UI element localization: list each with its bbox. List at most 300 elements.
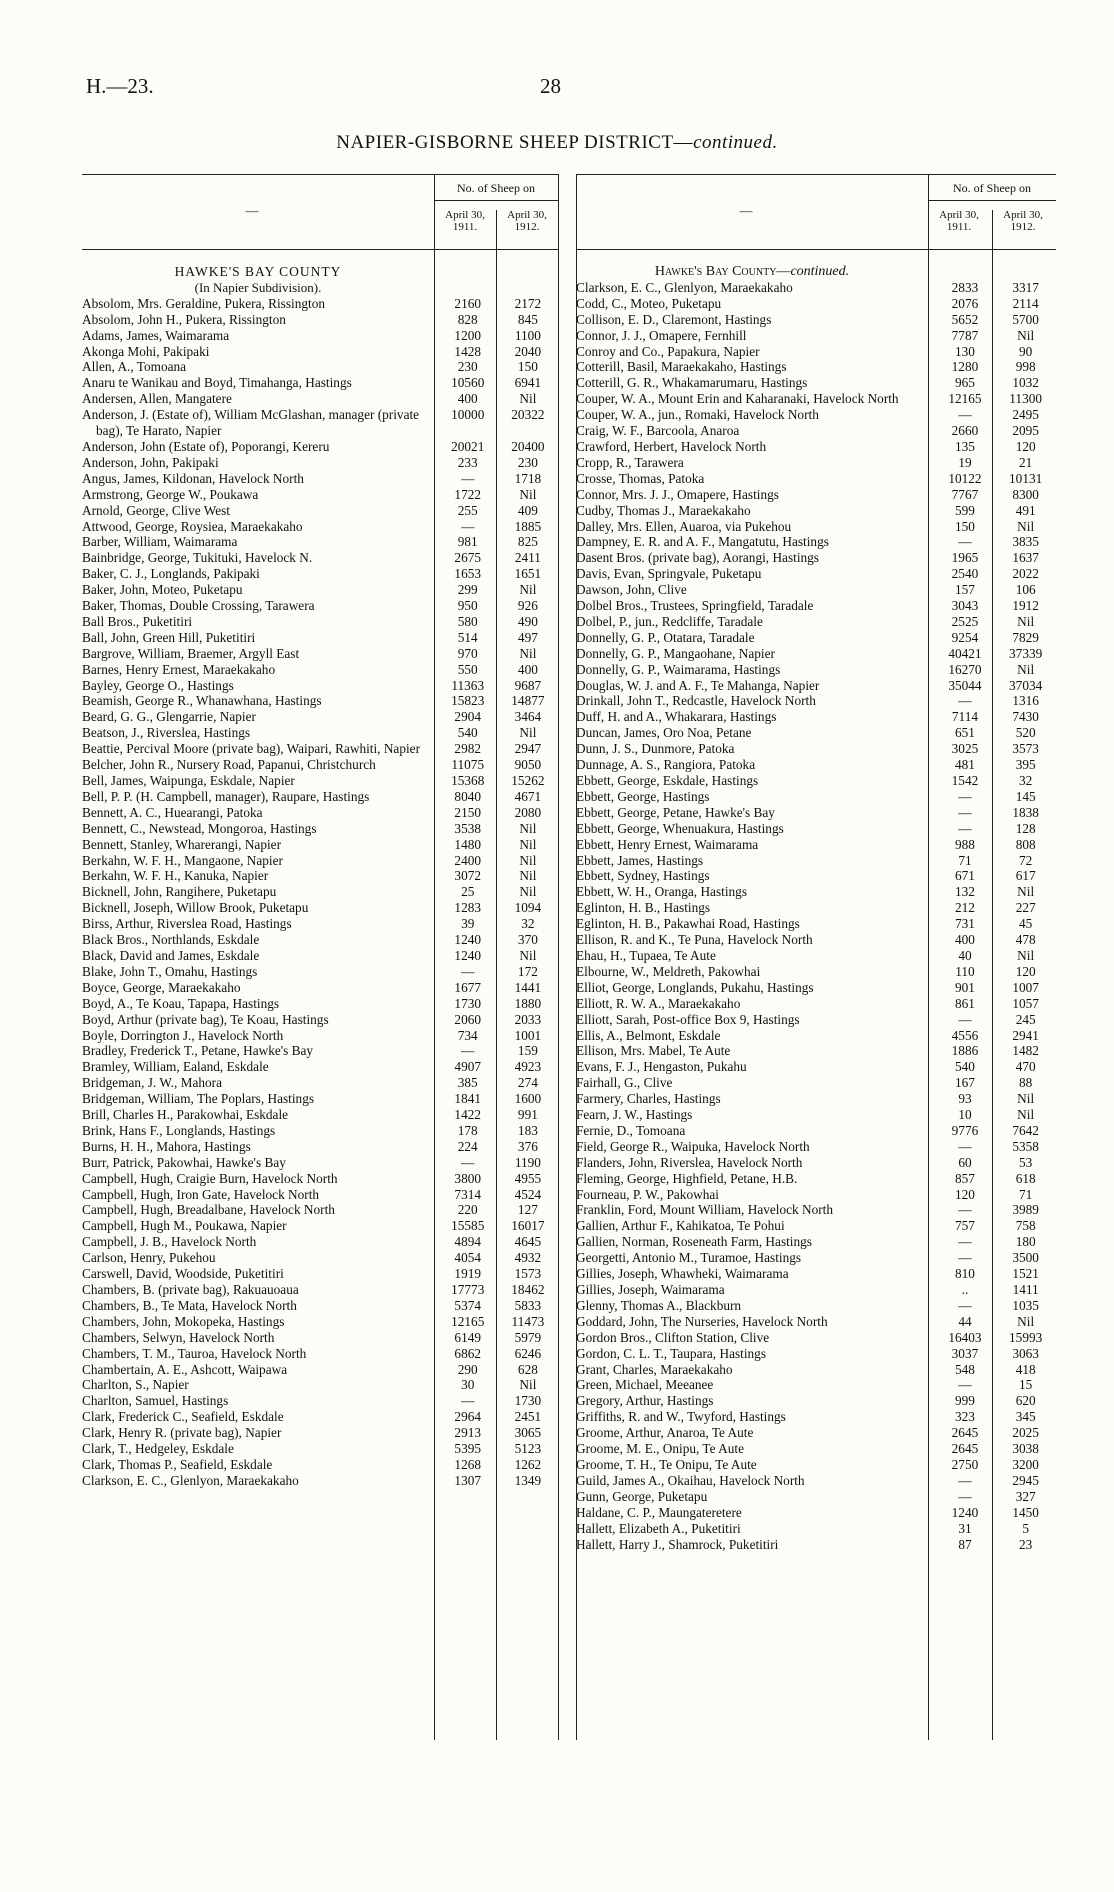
sheep-1912: Nil <box>519 852 537 868</box>
table-row <box>576 280 1056 296</box>
owner-name: Brink, Hans F., Longlands, Hastings <box>82 1122 276 1138</box>
table-row <box>576 1187 1056 1203</box>
sheep-1912: Nil <box>519 1377 537 1393</box>
table-row <box>82 1298 558 1314</box>
table-row <box>576 789 1056 805</box>
owner-name: Beamish, George R., Whanawhana, Hastings <box>82 693 322 709</box>
table-row <box>82 328 558 344</box>
header-group: No. of Sheep on <box>457 181 535 195</box>
owner-name: Clark, T., Hedgeley, Eskdale <box>82 1441 234 1457</box>
sheep-1911: 150 <box>954 518 975 534</box>
owner-name: Hallett, Elizabeth A., Puketitiri <box>576 1520 741 1536</box>
sheep-1911: 40421 <box>948 645 982 661</box>
owner-name: Elliott, Sarah, Post-office Box 9, Hastings <box>576 1011 800 1027</box>
table-row <box>82 1330 558 1346</box>
owner-name: Gordon, C. L. T., Taupara, Hastings <box>576 1345 766 1361</box>
sheep-1912: 5700 <box>1012 311 1039 327</box>
sheep-1911: 17773 <box>451 1282 485 1297</box>
sheep-1912: 1885 <box>514 518 542 534</box>
sheep-1912: 7642 <box>1012 1122 1039 1138</box>
table-row <box>82 1155 558 1171</box>
header-col2: April 30, 1912. <box>507 209 547 233</box>
table-row <box>82 693 558 709</box>
owner-name: Eglinton, H. B., Pakawhai Road, Hastings <box>576 916 800 932</box>
table-row <box>82 439 558 455</box>
owner-name: Franklin, Ford, Mount William, Havelock North <box>576 1202 834 1218</box>
table-row <box>82 359 558 375</box>
sheep-1911: 299 <box>457 582 478 598</box>
header-col1: April 30, 1911. <box>445 209 485 233</box>
sheep-1911: 10 <box>958 1107 972 1123</box>
sheep-1911: 1307 <box>454 1472 482 1488</box>
sheep-1911: 1480 <box>454 836 482 852</box>
owner-name: Douglas, W. J. and A. F., Te Mahanga, Napier <box>576 677 820 693</box>
sheep-1912: 1001 <box>514 1027 542 1043</box>
sheep-1911: 548 <box>954 1361 975 1377</box>
table-row <box>576 884 1056 900</box>
owner-name: Codd, C., Moteo, Puketapu <box>576 295 722 311</box>
table-row <box>82 1425 558 1441</box>
sheep-1912: 172 <box>517 963 538 979</box>
table-row <box>82 582 558 598</box>
owner-name: Beard, G. G., Glengarrie, Napier <box>82 709 256 725</box>
table-row <box>576 646 1056 662</box>
owner-name: Gillies, Joseph, Whawheki, Waimarama <box>576 1266 789 1282</box>
sheep-1912: 1057 <box>1012 995 1039 1011</box>
owner-name: Campbell, Hugh, Craigie Burn, Havelock North <box>82 1170 338 1186</box>
sheep-1912: 5979 <box>514 1329 542 1345</box>
owner-name: Dolbel Bros., Trustees, Springfield, Taradale <box>576 598 814 614</box>
table-row <box>82 1139 558 1155</box>
sheep-1911: 93 <box>958 1091 972 1107</box>
table-row <box>82 964 558 980</box>
table-row <box>576 741 1056 757</box>
sheep-1911: 40 <box>958 947 972 963</box>
owner-name: Campbell, Hugh, Breadalbane, Havelock North <box>82 1202 335 1218</box>
sheep-1912: Nil <box>519 884 537 900</box>
table-row <box>576 1266 1056 1282</box>
owner-name: Bayley, George O., Hastings <box>82 677 234 693</box>
owner-name: Allen, A., Tomoana <box>82 359 187 375</box>
sheep-1912: 1718 <box>514 470 542 486</box>
sheep-1911: 15823 <box>451 693 485 709</box>
sheep-1912: 1035 <box>1012 1297 1039 1313</box>
owner-name: Baker, C. J., Longlands, Pakipaki <box>82 566 260 582</box>
sheep-1911: 1422 <box>454 1107 482 1123</box>
sheep-1912: 4645 <box>514 1234 542 1250</box>
table-row <box>576 1139 1056 1155</box>
sheep-1912: 478 <box>1015 932 1036 948</box>
sheep-1911: 400 <box>457 391 478 407</box>
header-col1: April 30, 1911. <box>939 209 979 233</box>
sheep-1912: 2095 <box>1012 423 1039 439</box>
table-row <box>82 916 558 932</box>
sheep-1912: 180 <box>1015 1234 1036 1250</box>
sheep-1911: 12165 <box>451 1313 485 1329</box>
right-rows <box>576 250 1056 1552</box>
owner-name: Flanders, John, Riverslea, Havelock North <box>576 1154 803 1170</box>
sheep-1911: 651 <box>954 725 975 741</box>
sheep-1911: — <box>958 788 972 804</box>
sheep-1912: 1316 <box>1012 693 1039 709</box>
left-column-header <box>82 174 558 250</box>
sheep-1912: 620 <box>1015 1393 1036 1409</box>
table-row <box>576 853 1056 869</box>
table-row <box>82 375 558 391</box>
sheep-1911: 550 <box>457 661 478 677</box>
sheep-1912: Nil <box>519 645 537 661</box>
table-row <box>82 662 558 678</box>
doc-reference: H.—23. <box>86 74 154 98</box>
sheep-1912: 14877 <box>511 693 545 709</box>
sheep-1911: 5395 <box>454 1441 482 1457</box>
sheep-1911: 1283 <box>454 900 482 916</box>
sheep-1911: 6149 <box>454 1329 482 1345</box>
owner-name: Burr, Patrick, Pakowhai, Hawke's Bay <box>82 1154 286 1170</box>
sheep-1911: 2060 <box>454 1011 482 1027</box>
sheep-1911: 3037 <box>951 1345 979 1361</box>
rule <box>992 210 993 1740</box>
table-row <box>576 932 1056 948</box>
table-row <box>82 1409 558 1425</box>
table-row <box>82 757 558 773</box>
page-number: 28 <box>540 74 561 98</box>
owner-name: Couper, W. A., jun., Romaki, Havelock North <box>576 407 819 423</box>
owner-name: Gillies, Joseph, Waimarama <box>576 1282 725 1297</box>
owner-name: Carswell, David, Woodside, Puketitiri <box>82 1266 284 1282</box>
owner-name: Ball Bros., Puketitiri <box>82 613 193 629</box>
sheep-1912: 3835 <box>1012 534 1039 550</box>
sheep-1911: 3800 <box>454 1170 482 1186</box>
sheep-1911: 3043 <box>951 598 979 614</box>
owner-name: Dunn, J. S., Dunmore, Patoka <box>576 741 735 757</box>
sheep-1912: 2411 <box>514 550 541 566</box>
sheep-1911: — <box>958 1202 972 1218</box>
sheep-1911: 2675 <box>454 550 482 566</box>
sheep-1911: 30 <box>461 1377 475 1393</box>
sheep-1912: 120 <box>1015 438 1036 454</box>
table-row <box>82 598 558 614</box>
owner-name: Baker, John, Moteo, Puketapu <box>82 582 243 598</box>
sheep-1912: 2945 <box>1012 1472 1039 1488</box>
owner-name: Burns, H. H., Mahora, Hastings <box>82 1138 251 1154</box>
table-row <box>82 455 558 471</box>
table-row <box>576 821 1056 837</box>
owner-name: Field, George R., Waipuka, Havelock North <box>576 1138 810 1154</box>
sheep-1911: 810 <box>954 1266 975 1282</box>
sheep-1911: 35044 <box>948 677 982 693</box>
owner-name: Ellison, Mrs. Mabel, Te Aute <box>576 1043 731 1059</box>
sheep-1911: 16270 <box>948 661 982 677</box>
owner-name: Ebbett, James, Hastings <box>576 852 704 868</box>
sheep-1912: 3989 <box>1012 1202 1039 1218</box>
table-row <box>82 550 558 566</box>
sheep-1912: 3063 <box>1012 1345 1039 1361</box>
sheep-1912: 1521 <box>1012 1266 1039 1282</box>
owner-name: Georgetti, Antonio M., Turamoe, Hastings <box>576 1250 802 1266</box>
table-row <box>82 1059 558 1075</box>
sheep-1912: 1880 <box>514 995 542 1011</box>
sheep-1911: 20021 <box>451 438 485 454</box>
owner-name: Anderson, John (Estate of), Poporangi, Kereru <box>82 438 330 454</box>
table-row <box>576 1171 1056 1187</box>
table-row <box>576 359 1056 375</box>
sheep-1911: — <box>461 518 475 534</box>
sheep-1912: 4932 <box>514 1250 542 1266</box>
sheep-1912: 520 <box>1015 725 1036 741</box>
sheep-1912: 1411 <box>1012 1282 1039 1297</box>
owner-name: Blake, John T., Omahu, Hastings <box>82 963 258 979</box>
owner-name: Cotterill, Basil, Maraekakaho, Hastings <box>576 359 787 375</box>
sheep-1911: 12165 <box>948 391 982 407</box>
table-row <box>82 1250 558 1266</box>
table-row <box>576 725 1056 741</box>
owner-name: Ebbett, George, Eskdale, Hastings <box>576 773 759 788</box>
owner-name: Boyd, Arthur (private bag), Te Koau, Hastings <box>82 1011 329 1027</box>
owner-name: Dasent Bros. (private bag), Aorangi, Hastings <box>576 550 819 566</box>
sheep-1911: 224 <box>457 1138 478 1154</box>
owner-name: Drinkall, John T., Redcastle, Havelock North <box>576 693 816 709</box>
sheep-1912: 497 <box>517 629 538 645</box>
sheep-1911: 71 <box>958 852 972 868</box>
table-row <box>576 534 1056 550</box>
sheep-1912: 127 <box>517 1202 538 1218</box>
table-row <box>82 1393 558 1409</box>
owner-name: Dalley, Mrs. Ellen, Auaroa, via Pukehou <box>576 518 792 534</box>
sheep-1912: 327 <box>1015 1488 1036 1504</box>
owner-name: Clarkson, E. C., Glenlyon, Maraekakaho <box>82 1472 299 1488</box>
table-row <box>576 630 1056 646</box>
owner-name: Fearn, J. W., Hastings <box>576 1107 693 1123</box>
table-row <box>576 1043 1056 1059</box>
sheep-1912: 2495 <box>1012 407 1039 423</box>
owner-name: Cudby, Thomas J., Maraekakaho <box>576 502 751 518</box>
owner-name: Gunn, George, Puketapu <box>576 1488 708 1504</box>
table-row <box>82 1346 558 1362</box>
owner-name: Groome, M. E., Onipu, Te Aute <box>576 1441 744 1457</box>
sheep-1911: 3072 <box>454 868 482 884</box>
owner-name: Donnelly, G. P., Otatara, Taradale <box>576 629 755 645</box>
owner-name: Black Bros., Northlands, Eskdale <box>82 932 260 948</box>
sheep-1912: 5833 <box>514 1297 542 1313</box>
sheep-1912: 71 <box>1019 1186 1033 1202</box>
owner-name: Glenny, Thomas A., Blackburn <box>576 1297 742 1313</box>
sheep-1912: 845 <box>517 311 538 327</box>
sheep-1912: 400 <box>517 661 538 677</box>
sheep-1912: 1450 <box>1012 1504 1039 1520</box>
table-row <box>576 1012 1056 1028</box>
table-row <box>82 1123 558 1139</box>
sheep-1911: 599 <box>954 502 975 518</box>
table-row <box>576 773 1056 789</box>
owner-name: Cotterill, G. R., Whakamarumaru, Hastings <box>576 375 808 391</box>
owner-name: Crosse, Thomas, Patoka <box>576 470 705 486</box>
sheep-1912: 2040 <box>514 343 542 359</box>
sheep-1912: 1349 <box>514 1472 542 1488</box>
sheep-1912: 2947 <box>514 741 542 757</box>
owner-name: Andersen, Allen, Mangatere <box>82 391 232 407</box>
sheep-1911: 135 <box>954 438 975 454</box>
sheep-1911: 3025 <box>951 741 979 757</box>
sheep-1912: 490 <box>517 613 538 629</box>
sheep-1911: 120 <box>954 1186 975 1202</box>
sheep-1912: Nil <box>1017 947 1035 963</box>
sheep-1911: 671 <box>954 868 975 884</box>
sheep-1912: 3038 <box>1012 1441 1039 1457</box>
sheep-1912: 37034 <box>1009 677 1043 693</box>
sheep-1912: Nil <box>1017 1091 1035 1107</box>
sheep-1911: 514 <box>457 629 478 645</box>
table-row <box>576 423 1056 439</box>
sheep-1911: 3538 <box>454 820 482 836</box>
table-row <box>576 1075 1056 1091</box>
owner-name: Chambertain, A. E., Ashcott, Waipawa <box>82 1361 288 1377</box>
table-row <box>82 725 558 741</box>
sheep-1911: 1240 <box>951 1504 979 1520</box>
table-row <box>576 1377 1056 1393</box>
sheep-1911: 4556 <box>951 1027 979 1043</box>
owner-name: Campbell, Hugh, Iron Gate, Havelock North <box>82 1186 320 1202</box>
table-row <box>576 391 1056 407</box>
owner-name: Crawford, Herbert, Havelock North <box>576 438 767 454</box>
sheep-1911: 999 <box>954 1393 975 1409</box>
table-row <box>82 1457 558 1473</box>
sheep-1911: 2525 <box>951 613 979 629</box>
table-row <box>82 837 558 853</box>
sheep-1912: 3317 <box>1012 279 1039 295</box>
table-row <box>576 1028 1056 1044</box>
table-row <box>576 328 1056 344</box>
table-row <box>576 1059 1056 1075</box>
sheep-1912: 4524 <box>514 1186 542 1202</box>
header-group: No. of Sheep on <box>953 181 1031 195</box>
table-row <box>576 439 1056 455</box>
sheep-1912: 32 <box>1019 773 1033 788</box>
sheep-1912: 409 <box>517 502 538 518</box>
owner-name: Bennett, C., Newstead, Mongoroa, Hastings <box>82 820 317 836</box>
sheep-1911: 970 <box>457 645 478 661</box>
sheep-1912: 2451 <box>514 1409 542 1425</box>
table-row <box>82 709 558 725</box>
owner-name: Ebbett, George, Whenuakura, Hastings <box>576 820 784 836</box>
table-row <box>82 614 558 630</box>
sheep-1911: 2982 <box>454 741 482 757</box>
sheep-1911: 212 <box>954 900 975 916</box>
sheep-1911: 1730 <box>454 995 482 1011</box>
owner-name: Bradley, Frederick T., Petane, Hawke's Bay <box>82 1043 314 1059</box>
sheep-1911: 10122 <box>948 470 982 486</box>
sheep-1911: 110 <box>955 963 975 979</box>
owner-name: Black, David and James, Eskdale <box>82 947 260 963</box>
sheep-1912: 5 <box>1022 1520 1029 1536</box>
title-main: NAPIER-GISBORNE SHEEP DISTRICT— <box>336 132 694 153</box>
right-column-header <box>576 174 1056 250</box>
sheep-1912: 72 <box>1019 852 1033 868</box>
sheep-1912: 370 <box>517 932 538 948</box>
sheep-1912: 1262 <box>514 1456 542 1472</box>
sheep-1911: 1722 <box>454 486 482 502</box>
sheep-1911: 11363 <box>451 677 485 693</box>
sheep-1911: 6862 <box>454 1345 482 1361</box>
owner-name: Campbell, J. B., Havelock North <box>82 1234 257 1250</box>
owner-name: Ebbett, George, Petane, Hawke's Bay <box>576 804 775 820</box>
table-row <box>576 471 1056 487</box>
sheep-1911: 1240 <box>454 947 482 963</box>
sheep-1911: — <box>958 1250 972 1266</box>
table-row <box>82 789 558 805</box>
table-row <box>576 1298 1056 1314</box>
sheep-1912: Nil <box>1017 1107 1035 1123</box>
sheep-1911: 385 <box>457 1075 478 1091</box>
sheep-1911: 130 <box>954 343 975 359</box>
owner-name: Farmery, Charles, Hastings <box>576 1091 721 1107</box>
sheep-1912: 1190 <box>514 1154 541 1170</box>
sheep-1912: 8300 <box>1012 486 1039 502</box>
table-row <box>576 1489 1056 1505</box>
sheep-1911: 1653 <box>454 566 482 582</box>
owner-name: Fleming, George, Highfield, Petane, H.B. <box>576 1170 798 1186</box>
table-row <box>576 1521 1056 1537</box>
sheep-1912: Nil <box>519 868 537 884</box>
sheep-1912: 1637 <box>1012 550 1039 566</box>
owner-name: Berkahn, W. F. H., Mangaone, Napier <box>82 852 283 868</box>
table-row <box>576 296 1056 312</box>
sheep-1912: 15262 <box>511 773 545 788</box>
owner-name: Bicknell, Joseph, Willow Brook, Puketapu <box>82 900 309 916</box>
table-row <box>576 1425 1056 1441</box>
sheep-1911: 7314 <box>454 1186 482 1202</box>
table-row <box>576 344 1056 360</box>
table-row <box>576 1107 1056 1123</box>
table-row <box>82 948 558 964</box>
table-row <box>82 741 558 757</box>
owner-name: Elliot, George, Longlands, Pukahu, Hastings <box>576 979 814 995</box>
sheep-1911: 16403 <box>948 1329 982 1345</box>
sheep-1912: 808 <box>1015 836 1036 852</box>
sheep-1912: 15993 <box>1009 1329 1043 1345</box>
owner-name: Dawson, John, Clive <box>576 582 687 598</box>
sheep-1911: 233 <box>457 454 478 470</box>
table-row <box>82 884 558 900</box>
table-row <box>576 1091 1056 1107</box>
table-row <box>576 503 1056 519</box>
sheep-1912: 4955 <box>514 1170 542 1186</box>
table-row <box>576 1314 1056 1330</box>
owner-name: Clarkson, E. C., Glenlyon, Maraekakaho <box>576 279 793 295</box>
sheep-1911: 540 <box>457 725 478 741</box>
sheep-1911: 1841 <box>454 1091 482 1107</box>
table-row <box>576 1234 1056 1250</box>
owner-name: Barnes, Henry Ernest, Maraekakaho <box>82 661 276 677</box>
sheep-1911: 1919 <box>454 1266 482 1282</box>
sheep-1912: 758 <box>1015 1218 1036 1234</box>
sheep-1912: 1441 <box>514 979 542 995</box>
owner-name: Donnelly, G. P., Waimarama, Hastings <box>576 661 781 677</box>
sheep-1912: 37339 <box>1009 645 1043 661</box>
table-row <box>576 566 1056 582</box>
table-row <box>576 709 1056 725</box>
sheep-1911: — <box>958 1472 972 1488</box>
sheep-1911: 15368 <box>451 773 485 788</box>
sheep-1911: 5652 <box>951 311 979 327</box>
sheep-1912: 88 <box>1019 1075 1033 1091</box>
owner-name: Berkahn, W. F. H., Kanuka, Napier <box>82 868 269 884</box>
owner-name: Beatson, J., Riverslea, Hastings <box>82 725 251 741</box>
owner-name: Ebbett, George, Hastings <box>576 788 710 804</box>
table-row <box>82 1091 558 1107</box>
left-column <box>82 174 558 1489</box>
table-row <box>576 375 1056 391</box>
